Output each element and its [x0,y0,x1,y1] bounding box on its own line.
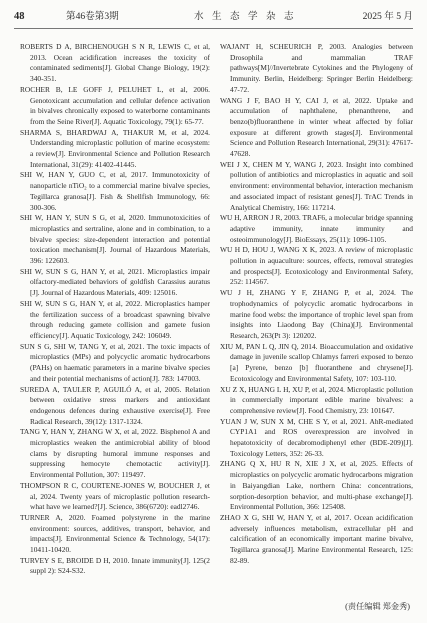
reference-item: YUAN J W, SUN X M, CHE S Y, et al, 2021. AhR-mediated CYP1A1 and ROS overexpression are involved in hepatotoxicity of decabromodiphenyl ether (BDE-209)[J]. Toxicology Letters, 352: 26-33. [220,416,413,458]
reference-item: WU H, ARRON J R, 2003. TRAF6, a molecular bridge spanning adaptive immunity, innate immunity and osteoimmunology[J]. BioEssays, 25(11): 1096-1105. [220,213,413,244]
volume-issue: 第46卷第3期 [66,11,119,22]
reference-item: WU J H, ZHANG Y F, ZHANG P, et al, 2024. The trophodynamics of polycyclic aromatic hydrocarbons in marine food webs: the importance of trophic level span from insights into Liaodong Bay (China)[J]. Environmental Research, 263(Pt 3): 120202. [220,288,413,340]
reference-item: XIU M, PAN L Q, JIN Q, 2014. Bioaccumulation and oxidative damage in juvenile scallop Chlamys farreri exposed to benzo [a] Pyrene, benzo [b] fluoranthene and chrysene[J]. Ecotoxicology and Environmental Safety, 107: 103-110. [220,341,413,383]
reference-item: TANG Y, HAN Y, ZHANG W X, et al, 2022. Bisphenol A and microplastics weaken the antimicrobial ability of blood clams by disrupting humoral immune responses and suppressing hemocyte chemotactic activity[J]. Environmental Pollution, 307: 119497. [20,427,210,480]
references-left-column [20,42,210,577]
responsible-editor: (责任编辑 郑金秀) [345,602,410,611]
publication-date: 2025 年 5 月 [362,11,413,22]
references-right-column [220,42,413,566]
reference-item: ZHAO X G, SHI W, HAN Y, et al, 2017. Ocean acidification adversely influences metabolism, extracellular pH and calcification of an economically important marine bivalve, Tegillarca granosa[J]. Marine Environmental Research, 125: 82-89. [220,512,413,565]
running-header [14,6,413,29]
reference-item: SHI W, SUN S G, HAN Y, et al, 2021. Microplastics impair olfactory-mediated behaviors of goldfish Carassius auratus [J]. Journal of Hazardous Materials, 409: 125016. [20,266,210,298]
reference-item: TURNER A, 2020. Foamed polystyrene in the marine environment: sources, additives, transport, behavior, and impacts[J]. Environmental Science & Technology, 54(17): 10411-10420. [20,512,210,555]
reference-item: ZHANG Q X, HU R N, XIE J X, et al, 2025. Effects of microplastics on polycyclic aromatic hydrocarbons migration in Baiyangdian Lake, northern China: concentrations, sorption-desorption behavior, and multi-phase exchange[J]. Environmental Pollution, 366: 125408. [220,459,413,512]
reference-item: ROCHER B, LE GOFF J, PELUHET L, et al, 2006. Genotoxicant accumulation and cellular defence activation in bivalves chronically exposed to waterborne contaminants from the Seine River[J]. Aquatic Toxicology, 79(1): 65-77. [20,84,210,126]
reference-item: WEI J X, CHEN M Y, WANG J, 2023. Insight into combined pollution of antibiotics and microplastics in aquatic and soil environment: environmental behavior, interaction mechanism and associated impact of resistant genes[J]. TrAC Trends in Analytical Chemistry, 166: 117214. [220,159,413,212]
reference-item: SHI W, HAN Y, SUN S G, et al, 2020. Immunotoxicities of microplastics and sertraline, alone and in combination, to a bivalve species: size-dependent interaction and potential toxication mechanism[J]. Journal of Hazardous Materials, 396: 122603. [20,213,210,266]
reference-item: SUREDA A, TAULER P, AGUILÓ A, et al, 2005. Relation between oxidative stress markers and antioxidant endogenous defences during exhaustive exercise[J]. Free Radical Research, 39(12): 1317-1324. [20,384,210,426]
reference-item: XU Z X, HUANG L H, XU P, et al, 2024. Microplastic pollution in commercially important edible marine bivalves: a comprehensive review[J]. Food Chemistry, 23: 101647. [220,384,413,415]
reference-item: SHI W, SUN S G, HAN Y, et al, 2022. Microplastics hamper the fertilization success of a broadcast spawning bivalve through reducing gamete collision and gamete fusion efficiency[J]. Aquatic Toxicology, 242: 106049. [20,298,210,340]
page-number: 48 [14,11,25,22]
reference-item: SHARMA S, BHARDWAJ A, THAKUR M, et al, 2024. Understanding microplastic pollution of marine ecosystem: a review[J]. Environmental Science and Pollution Research International, 31(29): 41402-41445. [20,127,210,169]
reference-item: SHI W, HAN Y, GUO C, et al, 2017. Immunotoxicity of nanoparticle nTiO₂ to a commercial marine bivalve species, Tegillarca granosa[J]. Fish & Shellfish Immunology, 66: 300-306. [20,170,210,212]
reference-item: WANG J F, BAO H Y, CAI J, et al, 2022. Uptake and accumulation of naphthalene, phenanthrene, and benzo(b)fluoranthene in winter wheat affected by foliar exposure at different growth stages[J]. Environmental Science and Pollution Research International, 29(31): 47617-47628. [220,95,413,159]
reference-item: THOMPSON R C, COURTENE-JONES W, BOUCHER J, et al, 2024. Twenty years of microplastic pollution research-what have we learned?[J]. Science, 386(6720): eadl2746. [20,480,210,512]
reference-item: ROBERTS D A, BIRCHENOUGH S N R, LEWIS C, et al, 2013. Ocean acidification increases the toxicity of contaminated sediments[J]. Global Change Biology, 19(2): 340-351. [20,42,210,84]
reference-item: SUN S G, SHI W, TANG Y, et al, 2021. The toxic impacts of microplastics (MPs) and polycyclic aromatic hydrocarbons (PAHs) on haematic parameters in a marine bivalve species and their potential mechanisms of action[J]. 783: 147003. [20,341,210,383]
reference-item: WAJANT H, SCHEURICH P, 2003. Analogies between Drosophila and mammalian TRAF pathways[M]//Invertebrate Cytokines and the Phylogeny of Immunity. Berlin, Heidelberg: Springer Berlin Heidelberg: 47-72. [220,42,413,94]
journal-title: 水 生 态 学 杂 志 [194,11,297,22]
reference-item: TURVEY S E, BROIDE D H, 2010. Innate immunity[J]. 125(2 suppl 2): S24-S32. [20,555,210,576]
reference-item: WU H D, HOU J, WANG X K, 2023. A review of microplastic pollution in aquaculture: sources, effects, removal strategies and prospects[J]. Ecotoxicology and Environmental Safety, 252: 114567. [220,245,413,287]
